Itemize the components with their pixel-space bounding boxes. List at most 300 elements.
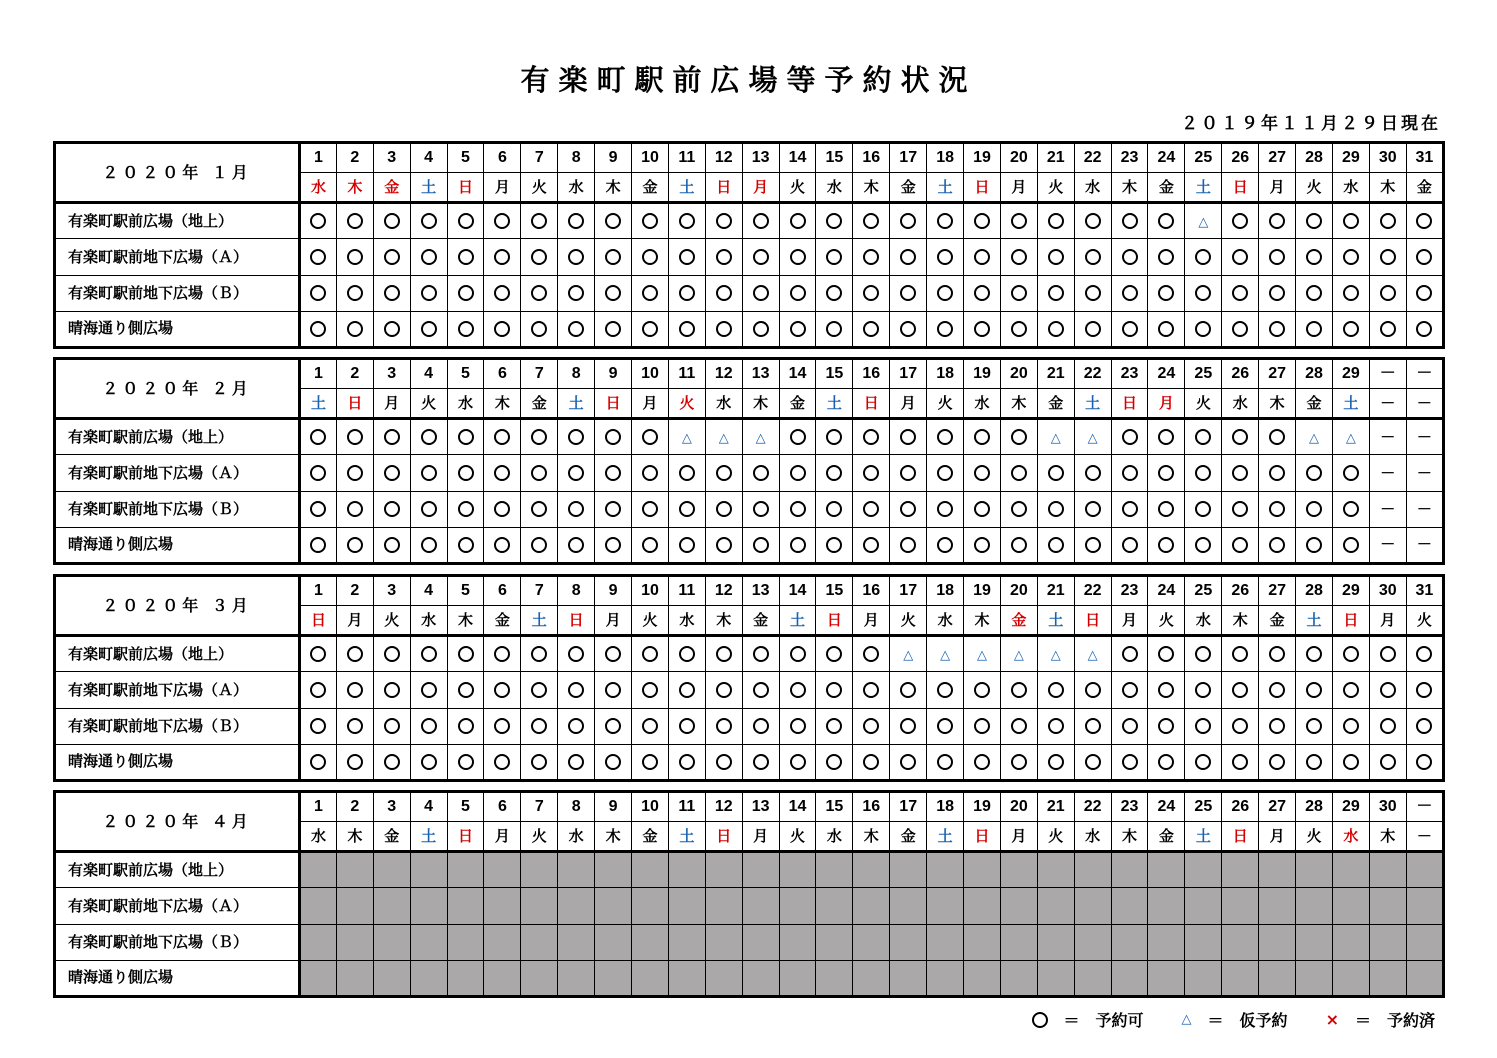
weekday-label: 金 — [632, 822, 669, 852]
weekday-label: 金 — [373, 173, 410, 203]
status-unavailable — [373, 852, 410, 888]
status-available — [373, 419, 410, 455]
status-available — [1148, 672, 1185, 708]
day-number: 18 — [927, 792, 964, 822]
status-available — [484, 203, 521, 239]
day-number: 9 — [595, 792, 632, 822]
month-table — [53, 574, 1445, 782]
status-unavailable — [1111, 888, 1148, 924]
available-circle-icon — [937, 249, 953, 265]
weekday-label: 木 — [447, 606, 484, 636]
weekday-label: 金 — [521, 389, 558, 419]
available-circle-icon — [384, 537, 400, 553]
status-available — [447, 708, 484, 744]
available-circle-icon — [826, 682, 842, 698]
weekday-label: 金 — [484, 606, 521, 636]
status-unavailable — [890, 852, 927, 888]
tentative-triangle-icon: △ — [903, 647, 914, 663]
weekday-label: 日 — [1074, 606, 1111, 636]
available-circle-icon — [790, 321, 806, 337]
status-available — [1259, 527, 1296, 563]
day-number: 19 — [964, 576, 1001, 606]
available-circle-icon — [458, 754, 474, 770]
status-available — [373, 455, 410, 491]
status-available — [410, 636, 447, 672]
tentative-triangle-icon: △ — [1198, 214, 1209, 230]
status-available — [1332, 239, 1369, 275]
status-unavailable — [1332, 888, 1369, 924]
status-unavailable — [742, 888, 779, 924]
available-circle-icon — [1195, 501, 1211, 517]
status-available — [890, 419, 927, 455]
status-available — [1296, 491, 1333, 527]
available-circle-icon — [384, 321, 400, 337]
weekday-label: 月 — [336, 606, 373, 636]
available-circle-icon — [384, 465, 400, 481]
status-available — [1185, 744, 1222, 780]
available-circle-icon — [1232, 249, 1248, 265]
status-available — [1369, 708, 1406, 744]
available-circle-icon — [1343, 754, 1359, 770]
available-circle-icon — [863, 718, 879, 734]
day-number: 1 — [300, 792, 337, 822]
weekday-label: 火 — [668, 389, 705, 419]
day-number: 27 — [1259, 792, 1296, 822]
status-available — [1074, 203, 1111, 239]
status-unavailable — [890, 924, 927, 960]
status-unavailable — [853, 960, 890, 996]
available-circle-icon — [568, 754, 584, 770]
status-available — [927, 527, 964, 563]
day-number: 2 — [336, 792, 373, 822]
weekday-label: 日 — [964, 173, 1001, 203]
status-unavailable — [1000, 960, 1037, 996]
available-circle-icon — [1048, 754, 1064, 770]
available-circle-icon — [974, 754, 990, 770]
status-unavailable — [668, 960, 705, 996]
status-unavailable — [595, 960, 632, 996]
weekday-label: 火 — [890, 606, 927, 636]
available-circle-icon — [753, 501, 769, 517]
available-circle-icon — [458, 501, 474, 517]
status-available — [632, 744, 669, 780]
status-available — [1074, 239, 1111, 275]
status-available — [1369, 636, 1406, 672]
available-circle-icon — [753, 249, 769, 265]
available-circle-icon — [1158, 501, 1174, 517]
status-available — [705, 203, 742, 239]
tentative-triangle-icon: △ — [1013, 647, 1024, 663]
status-unavailable — [373, 924, 410, 960]
available-circle-icon — [1232, 213, 1248, 229]
available-circle-icon — [568, 718, 584, 734]
status-available — [742, 203, 779, 239]
available-circle-icon — [421, 501, 437, 517]
available-circle-icon — [384, 646, 400, 662]
available-circle-icon — [605, 285, 621, 301]
available-circle-icon — [1048, 537, 1064, 553]
status-none — [1406, 527, 1443, 563]
status-unavailable — [1074, 924, 1111, 960]
available-circle-icon — [347, 249, 363, 265]
status-unavailable — [853, 852, 890, 888]
day-number: 25 — [1185, 143, 1222, 173]
day-number: 14 — [779, 576, 816, 606]
venue-label: 晴海通り側広場 — [55, 960, 300, 996]
weekday-label: 木 — [853, 173, 890, 203]
day-number: 6 — [484, 143, 521, 173]
status-available — [521, 672, 558, 708]
status-available — [816, 203, 853, 239]
legend-eq: ＝ — [1354, 1011, 1371, 1030]
available-circle-icon — [605, 682, 621, 698]
day-number: 13 — [742, 792, 779, 822]
status-available — [1000, 419, 1037, 455]
status-unavailable — [336, 852, 373, 888]
status-available — [632, 527, 669, 563]
status-available — [300, 491, 337, 527]
available-circle-icon — [421, 718, 437, 734]
day-number: 3 — [373, 359, 410, 389]
weekday-label: 月 — [742, 173, 779, 203]
status-available — [1037, 708, 1074, 744]
available-circle-icon — [679, 285, 695, 301]
status-available — [1406, 275, 1443, 311]
available-circle-icon — [1232, 682, 1248, 698]
status-unavailable — [668, 924, 705, 960]
available-circle-icon — [494, 682, 510, 698]
status-available — [300, 708, 337, 744]
status-available — [484, 708, 521, 744]
status-unavailable — [1074, 852, 1111, 888]
month-label: ２０２０年 ３月 — [55, 576, 300, 636]
status-unavailable — [1111, 852, 1148, 888]
available-circle-icon — [1380, 718, 1396, 734]
status-available — [1000, 455, 1037, 491]
day-number: 5 — [447, 576, 484, 606]
available-circle-icon — [1269, 718, 1285, 734]
available-circle-icon — [974, 465, 990, 481]
available-circle-icon — [1158, 754, 1174, 770]
available-circle-icon — [790, 429, 806, 445]
available-circle-icon — [679, 465, 695, 481]
status-available — [927, 491, 964, 527]
status-available — [779, 491, 816, 527]
available-circle-icon — [1011, 285, 1027, 301]
status-available — [853, 672, 890, 708]
status-available — [1074, 491, 1111, 527]
weekday-label: 水 — [558, 173, 595, 203]
status-unavailable — [1332, 852, 1369, 888]
status-available — [373, 527, 410, 563]
status-unavailable — [1185, 960, 1222, 996]
status-available — [1296, 455, 1333, 491]
tentative-triangle-icon: △ — [718, 430, 729, 446]
status-available — [1222, 419, 1259, 455]
status-available — [632, 311, 669, 347]
day-number: 15 — [816, 792, 853, 822]
day-number: 10 — [632, 143, 669, 173]
status-available — [668, 744, 705, 780]
status-unavailable — [1037, 852, 1074, 888]
status-unavailable — [410, 924, 447, 960]
status-available — [1332, 275, 1369, 311]
status-available — [816, 491, 853, 527]
status-unavailable — [484, 852, 521, 888]
available-circle-icon — [531, 321, 547, 337]
day-number: 10 — [632, 359, 669, 389]
status-unavailable — [1185, 888, 1222, 924]
status-unavailable — [816, 960, 853, 996]
tentative-triangle-icon: △ — [976, 647, 987, 663]
available-circle-icon — [863, 321, 879, 337]
status-unavailable — [632, 924, 669, 960]
status-available — [779, 275, 816, 311]
day-number: 11 — [668, 359, 705, 389]
weekday-label: 木 — [1111, 822, 1148, 852]
month-table — [53, 357, 1445, 565]
status-available — [890, 708, 927, 744]
status-available — [668, 527, 705, 563]
available-circle-icon — [421, 537, 437, 553]
status-available — [816, 239, 853, 275]
status-unavailable — [1074, 888, 1111, 924]
day-number: 11 — [668, 792, 705, 822]
status-available — [484, 744, 521, 780]
status-available — [1148, 636, 1185, 672]
status-available — [558, 527, 595, 563]
status-unavailable — [742, 924, 779, 960]
legend-booked — [1326, 1008, 1435, 1031]
available-circle-icon — [605, 465, 621, 481]
status-available — [742, 744, 779, 780]
status-available — [558, 239, 595, 275]
day-number: 17 — [890, 792, 927, 822]
status-available — [668, 455, 705, 491]
page-title: 有楽町駅前広場等予約状況 — [520, 63, 977, 97]
status-available — [447, 239, 484, 275]
status-available — [1332, 527, 1369, 563]
available-circle-icon — [384, 285, 400, 301]
status-available — [779, 239, 816, 275]
available-circle-icon — [605, 718, 621, 734]
available-circle-icon — [937, 213, 953, 229]
status-unavailable — [521, 960, 558, 996]
status-tentative — [1074, 419, 1111, 455]
day-number: 13 — [742, 576, 779, 606]
status-tentative — [927, 636, 964, 672]
available-circle-icon — [531, 285, 547, 301]
status-available — [632, 275, 669, 311]
available-circle-icon — [642, 465, 658, 481]
available-circle-icon — [1011, 718, 1027, 734]
available-circle-icon — [347, 285, 363, 301]
status-unavailable — [890, 888, 927, 924]
status-available — [1000, 275, 1037, 311]
available-circle-icon — [826, 249, 842, 265]
available-circle-icon — [421, 249, 437, 265]
status-unavailable — [1148, 852, 1185, 888]
available-circle-icon — [900, 537, 916, 553]
status-available — [1148, 491, 1185, 527]
available-circle-icon — [1085, 537, 1101, 553]
status-available — [1185, 527, 1222, 563]
day-number: 12 — [705, 792, 742, 822]
available-circle-icon — [937, 718, 953, 734]
status-available — [1148, 419, 1185, 455]
available-circle-icon — [384, 682, 400, 698]
available-circle-icon — [974, 321, 990, 337]
available-circle-icon — [1232, 429, 1248, 445]
status-available — [300, 275, 337, 311]
status-available — [1222, 239, 1259, 275]
status-available — [705, 708, 742, 744]
month-label: ２０２０年 １月 — [55, 143, 300, 203]
available-circle-icon — [642, 537, 658, 553]
weekday-label: 金 — [1037, 389, 1074, 419]
status-available — [1185, 636, 1222, 672]
status-available — [632, 239, 669, 275]
status-available — [1000, 527, 1037, 563]
available-circle-icon — [900, 718, 916, 734]
status-available — [668, 203, 705, 239]
weekday-label: 水 — [447, 389, 484, 419]
status-available — [1037, 275, 1074, 311]
available-circle-icon — [1380, 285, 1396, 301]
available-circle-icon — [1011, 429, 1027, 445]
available-circle-icon — [568, 213, 584, 229]
status-available — [632, 708, 669, 744]
day-number: 7 — [521, 576, 558, 606]
available-circle-icon — [458, 249, 474, 265]
available-circle-icon — [1306, 285, 1322, 301]
day-number: 8 — [558, 792, 595, 822]
status-available — [1000, 708, 1037, 744]
status-available — [558, 744, 595, 780]
available-circle-icon — [900, 429, 916, 445]
status-available — [890, 203, 927, 239]
available-circle-icon — [716, 718, 732, 734]
available-circle-icon — [1306, 646, 1322, 662]
available-circle-icon — [790, 718, 806, 734]
available-circle-icon — [1011, 501, 1027, 517]
status-available — [1037, 491, 1074, 527]
status-unavailable — [1406, 960, 1443, 996]
status-available — [373, 491, 410, 527]
available-circle-icon — [1269, 213, 1285, 229]
available-circle-icon — [458, 646, 474, 662]
available-circle-icon — [494, 285, 510, 301]
status-available — [742, 708, 779, 744]
weekday-label: 火 — [1037, 822, 1074, 852]
status-available — [964, 311, 1001, 347]
status-available — [595, 744, 632, 780]
status-unavailable — [558, 924, 595, 960]
status-available — [336, 311, 373, 347]
available-circle-icon — [1158, 285, 1174, 301]
status-available — [1000, 311, 1037, 347]
available-circle-icon — [642, 646, 658, 662]
status-unavailable — [816, 888, 853, 924]
available-circle-icon — [1158, 646, 1174, 662]
as-of-date: ２０１９年１１月２９日現在 — [1181, 114, 1441, 134]
status-available — [521, 203, 558, 239]
status-available — [1369, 275, 1406, 311]
available-circle-icon — [1232, 537, 1248, 553]
available-circle-icon — [1232, 465, 1248, 481]
status-available — [779, 455, 816, 491]
status-unavailable — [964, 960, 1001, 996]
status-available — [1111, 311, 1148, 347]
available-circle-icon — [1306, 718, 1322, 734]
status-available — [558, 419, 595, 455]
available-circle-icon — [605, 754, 621, 770]
day-number: 29 — [1332, 143, 1369, 173]
available-circle-icon — [310, 537, 326, 553]
available-circle-icon — [1306, 465, 1322, 481]
status-available — [373, 239, 410, 275]
available-circle-icon — [900, 321, 916, 337]
available-circle-icon — [384, 249, 400, 265]
day-number: 15 — [816, 576, 853, 606]
status-available — [373, 636, 410, 672]
status-available — [1111, 708, 1148, 744]
available-circle-icon — [863, 429, 879, 445]
status-available — [1332, 455, 1369, 491]
available-circle-icon — [568, 465, 584, 481]
weekday-label: 火 — [779, 822, 816, 852]
available-circle-icon — [642, 682, 658, 698]
available-circle-icon — [1158, 682, 1174, 698]
status-available — [632, 672, 669, 708]
available-circle-icon — [642, 285, 658, 301]
status-available — [964, 203, 1001, 239]
available-circle-icon — [937, 501, 953, 517]
day-number: 16 — [853, 576, 890, 606]
weekday-label: 土 — [927, 173, 964, 203]
status-unavailable — [853, 924, 890, 960]
day-number: 26 — [1222, 792, 1259, 822]
day-number: 19 — [964, 143, 1001, 173]
status-available — [595, 311, 632, 347]
available-circle-icon — [310, 682, 326, 698]
weekday-label: 日 — [300, 606, 337, 636]
available-circle-icon — [790, 285, 806, 301]
status-available — [336, 744, 373, 780]
weekday-label: 月 — [1000, 822, 1037, 852]
status-available — [1259, 203, 1296, 239]
venue-label: 有楽町駅前地下広場（Ｂ） — [55, 708, 300, 744]
available-circle-icon — [826, 537, 842, 553]
available-circle-icon — [1085, 465, 1101, 481]
day-number: 7 — [521, 792, 558, 822]
available-circle-icon — [863, 646, 879, 662]
status-available — [1148, 239, 1185, 275]
available-circle-icon — [1306, 682, 1322, 698]
status-available — [484, 419, 521, 455]
available-circle-icon — [937, 537, 953, 553]
status-available — [1074, 311, 1111, 347]
day-number: 25 — [1185, 576, 1222, 606]
status-unavailable — [705, 924, 742, 960]
weekday-label: 木 — [595, 822, 632, 852]
weekday-label: 木 — [1369, 173, 1406, 203]
day-number: 29 — [1332, 576, 1369, 606]
status-available — [1222, 708, 1259, 744]
status-unavailable — [1259, 888, 1296, 924]
day-number: 18 — [927, 359, 964, 389]
status-available — [927, 419, 964, 455]
